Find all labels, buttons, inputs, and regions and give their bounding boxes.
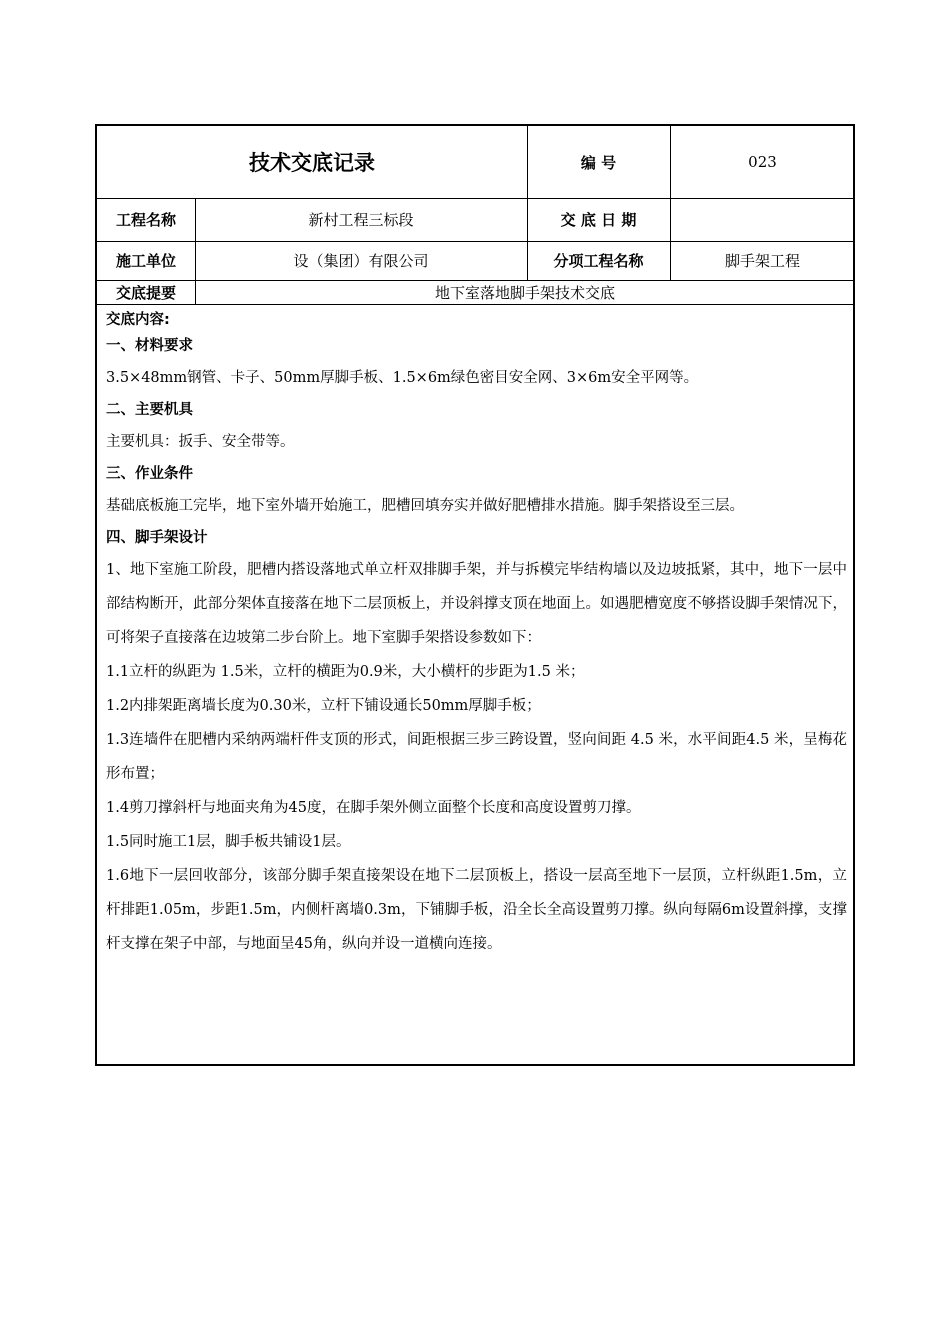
- sub-project-label: 分项工程名称: [553, 252, 644, 270]
- design-paragraph: 1、地下室施工阶段，肥槽内搭设落地式单立杆双排脚手架，并与拆模完毕结构墙以及边坡抵紧，其中，地下一层中部结构断开，此部分架体直接落在地下二层顶板上，并设斜撑支顶在地面上。如遇肥槽宽度不够搭设脚手架情况下，可将架子直接落在边坡第二步台阶上。地下室脚手架搭设参数如下：: [106, 562, 847, 646]
- content-label: 交底内容:: [106, 312, 170, 328]
- section-title-conditions: 三、作业条件: [106, 466, 193, 482]
- date-label: 交 底 日 期: [560, 211, 637, 229]
- summary-label: 交底提要: [115, 283, 176, 302]
- number-label: 编 号: [580, 153, 617, 172]
- project-name-value: 新村工程三标段: [308, 211, 414, 229]
- date-value: [670, 198, 855, 241]
- contractor-label: 施工单位: [115, 252, 176, 270]
- section-text-materials: 3.5×48mm钢管、卡子、50mm厚脚手板、1.5×6m绿色密目安全网、3×6m安全平网等。: [106, 370, 699, 386]
- design-paragraph: 1.1立杆的纵距为 1.5米，立杆的横距为0.9米，大小横杆的步距为1.5 米；: [106, 664, 585, 680]
- design-paragraph: 1.4剪刀撑斜杆与地面夹角为45度，在脚手架外侧立面整个长度和高度设置剪刀撑。: [106, 800, 641, 816]
- section-text-conditions: 基础底板施工完毕，地下室外墙开始施工，肥槽回填夯实并做好肥槽排水措施。脚手架搭设至三层。: [106, 498, 744, 514]
- number-value: 023: [748, 153, 777, 171]
- project-name-label: 工程名称: [115, 211, 176, 229]
- technical-disclosure-form: [95, 124, 855, 1066]
- row-divider: [97, 304, 853, 305]
- design-paragraph: 1.5同时施工1层，脚手板共铺设1层。: [106, 834, 351, 850]
- section-title-tools: 二、主要机具: [106, 402, 193, 418]
- sub-project-value: 脚手架工程: [724, 252, 800, 270]
- design-paragraph: 1.3连墙件在肥槽内采纳两端杆件支顶的形式，间距根据三步三跨设置，竖向间距 4.5 米，水平间距4.5 米，呈梅花形布置；: [106, 732, 847, 782]
- form-title: 技术交底记录: [249, 151, 375, 175]
- section-title-design: 四、脚手架设计: [106, 530, 208, 546]
- design-paragraph: 1.6地下一层回收部分，该部分脚手架直接架设在地下二层顶板上，搭设一层高至地下一层顶，立杆纵距1.5m，立杆排距1.05m，步距1.5m，内侧杆离墙0.3m，下铺脚手板，沿全长全高设置剪刀撑。纵向每隔6m设置斜撑，支撑杆支撑在架子中部，与地面呈45角，纵向并设一道横向连接。: [106, 868, 847, 952]
- section-text-tools: 主要机具：扳手、安全带等。: [106, 434, 295, 450]
- section-title-materials: 一、材料要求: [106, 338, 193, 354]
- design-paragraph: 1.2内排架距离墙长度为0.30米，立杆下铺设通长50mm厚脚手板；: [106, 698, 541, 714]
- summary-value: 地下室落地脚手架技术交底: [434, 283, 615, 302]
- disclosure-content: [106, 309, 847, 961]
- contractor-value: 设（集团）有限公司: [293, 252, 429, 270]
